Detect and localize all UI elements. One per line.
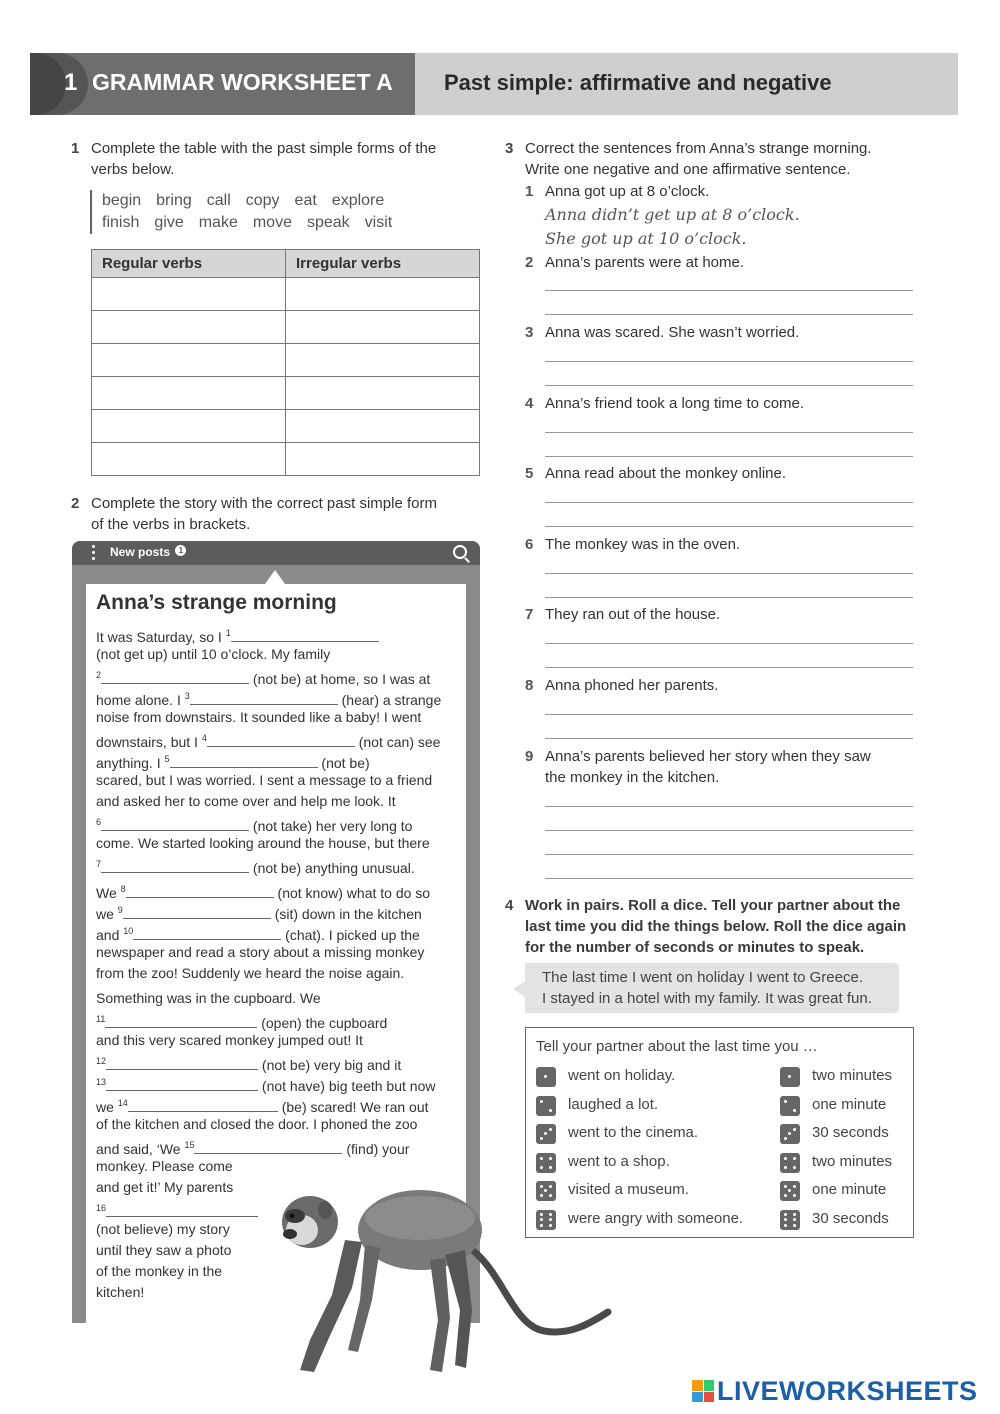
story-title: Anna’s strange morning <box>96 591 337 614</box>
search-icon[interactable] <box>453 545 467 559</box>
story-line: monkey. Please come <box>96 1158 233 1174</box>
verb: begin <box>102 192 142 209</box>
answer-cell[interactable] <box>286 278 480 311</box>
answer-cell[interactable] <box>286 344 480 377</box>
gap-5[interactable] <box>170 754 318 768</box>
answer-cell[interactable] <box>286 311 480 344</box>
ex4-number: 4 <box>505 897 514 914</box>
answer-line[interactable] <box>545 878 913 879</box>
gap-8[interactable] <box>126 884 274 898</box>
dice-icon <box>536 1124 556 1144</box>
story-line: It was Saturday, so I $^1$ <box>96 623 461 644</box>
story-line: $^7$ (not be) anything unusual. <box>96 859 415 876</box>
answer-line[interactable] <box>545 361 913 362</box>
story-line: home alone. I $^3$ (hear) a strange <box>96 691 442 708</box>
story-line: $^{13}$ (not have) big teeth but now <box>96 1077 436 1094</box>
liveworksheets-logo[interactable] <box>692 1376 978 1406</box>
ex2-instructions <box>91 493 437 535</box>
answer-cell[interactable] <box>92 344 286 377</box>
worksheet-label: GRAMMAR WORKSHEET A <box>92 69 393 95</box>
answer-line[interactable] <box>545 830 913 831</box>
story-line: (not get up) until 10 o’clock. My family <box>96 646 331 662</box>
ex3-line1: Correct the sentences from Anna’s strange morning. <box>525 140 872 157</box>
dice-icon <box>536 1096 556 1116</box>
story-line: scared, but I was worried. I sent a message to a friend <box>96 772 433 788</box>
dice-row-4: went to a shop. two minutes <box>536 1152 904 1174</box>
dice-row-3: went to the cinema. 30 seconds <box>536 1123 904 1145</box>
story-line: we $^9$ (sit) down in the kitchen <box>96 905 422 922</box>
ex2-number: 2 <box>71 495 80 512</box>
verb: call <box>206 192 231 209</box>
table-row <box>92 377 480 410</box>
gap-13[interactable] <box>106 1077 258 1091</box>
answer-cell[interactable] <box>92 311 286 344</box>
dice-row-1: went on holiday. two minutes <box>536 1066 904 1088</box>
answer-line[interactable] <box>545 432 913 433</box>
answer-cell[interactable] <box>92 278 286 311</box>
ex4-line1: Work in pairs. Roll a dice. Tell your partner about the <box>525 897 901 914</box>
answer-line[interactable] <box>545 314 913 315</box>
story-line: and get it!’ My parents <box>96 1179 234 1195</box>
story-line: downstairs, but I $^4$ (not can) see <box>96 733 441 750</box>
table-row <box>92 410 480 443</box>
answer-cell[interactable] <box>286 410 480 443</box>
gap-9[interactable] <box>123 905 271 919</box>
example-answer-affirmative: She got up at 10 o’clock. <box>545 229 747 248</box>
table-row <box>92 443 480 476</box>
answer-line[interactable] <box>545 806 913 807</box>
story-line: $^6$ (not take) her very long to <box>96 817 413 834</box>
logo-text: LIVEWORKSHEETS <box>717 1375 978 1406</box>
ex2-line1: Complete the story with the correct past simple form <box>91 495 437 512</box>
answer-line[interactable] <box>545 290 913 291</box>
answer-line[interactable] <box>545 714 913 715</box>
verb: finish <box>102 214 140 231</box>
dice-row-5: visited a museum. one minute <box>536 1180 904 1202</box>
answer-line[interactable] <box>545 667 913 668</box>
dice-row-2: laughed a lot. one minute <box>536 1095 904 1117</box>
gap-4[interactable] <box>207 733 355 747</box>
answer-cell[interactable] <box>92 377 286 410</box>
dice-activity-box <box>525 1027 914 1238</box>
story-line: of the monkey in the <box>96 1263 223 1279</box>
ex1-instructions <box>91 138 436 180</box>
bubble-line-2: I stayed in a hotel with my family. It was great fun. <box>542 990 872 1007</box>
verb: move <box>252 214 292 231</box>
ex1-number: 1 <box>71 140 80 157</box>
answer-line[interactable] <box>545 573 913 574</box>
col-irregular-verbs: Irregular verbs <box>286 250 480 278</box>
answer-line[interactable] <box>545 456 913 457</box>
story-line: $^2$ (not be) at home, so I was at <box>96 670 431 687</box>
story-line: and said, ‘We $^{15}$ (find) your <box>96 1140 410 1157</box>
unit-number: 1 <box>64 69 78 96</box>
story-line: newspaper and read a story about a missing monkey <box>96 944 425 960</box>
verb: eat <box>294 192 317 209</box>
gap-16[interactable] <box>106 1203 258 1217</box>
new-posts-text: New posts <box>110 545 171 559</box>
verb: visit <box>364 214 393 231</box>
story-line: of the kitchen and closed the door. I phoned the zoo <box>96 1116 418 1132</box>
gap-12[interactable] <box>106 1056 258 1070</box>
story-line: (not believe) my story <box>96 1221 230 1237</box>
bubble-line-1: The last time I went on holiday I went to Greece. <box>542 969 863 986</box>
post-notch <box>265 570 285 584</box>
panel-top-bar <box>72 541 480 565</box>
new-posts-label[interactable] <box>110 545 186 559</box>
ex4-line3: for the number of seconds or minutes to speak. <box>525 939 865 956</box>
box-heading: Tell your partner about the last time you … <box>536 1038 818 1055</box>
table-row <box>92 344 480 377</box>
ex3-instructions <box>525 138 872 180</box>
story-line: 16 <box>96 1198 461 1219</box>
gap-3[interactable] <box>190 691 338 705</box>
speech-bubble <box>525 963 899 1013</box>
verb-row-2 <box>102 212 392 234</box>
answer-line[interactable] <box>545 597 913 598</box>
verb: speak <box>306 214 350 231</box>
verbs-table <box>91 249 480 476</box>
answer-line[interactable] <box>545 738 913 739</box>
answer-line[interactable] <box>545 854 913 855</box>
gap-11[interactable] <box>105 1014 257 1028</box>
dice-icon <box>780 1124 800 1144</box>
answer-line[interactable] <box>545 385 913 386</box>
story-line: Something was in the cupboard. We <box>96 990 321 1006</box>
story-line: $^{11}$ (open) the cupboard <box>96 1014 388 1031</box>
dice-icon <box>780 1067 800 1087</box>
verb: bring <box>156 192 192 209</box>
dice-icon <box>536 1067 556 1087</box>
answer-cell[interactable] <box>286 377 480 410</box>
dice-icon <box>780 1096 800 1116</box>
menu-dots-icon[interactable] <box>92 545 96 561</box>
ex2-line2: of the verbs in brackets. <box>91 516 251 533</box>
dice-icon <box>536 1210 556 1230</box>
story-line: from the zoo! Suddenly we heard the noise again. <box>96 965 405 981</box>
story-line: and $^{10}$ (chat). I picked up the <box>96 926 420 943</box>
page-title: Past simple: affirmative and negative <box>444 70 832 95</box>
story-line: We $^8$ (not know) what to do so <box>96 884 431 901</box>
dice-icon <box>536 1153 556 1173</box>
dice-row-6: were angry with someone. 30 seconds <box>536 1209 904 1231</box>
answer-line[interactable] <box>545 502 913 503</box>
story-line: and this very scared monkey jumped out! It <box>96 1032 363 1048</box>
gap-10[interactable] <box>133 926 281 940</box>
ex4-line2: last time you did the things below. Roll the dice again <box>525 918 907 935</box>
story-line: anything. I $^5$ (not be) <box>96 754 370 771</box>
dice-icon <box>780 1153 800 1173</box>
ex1-line2: verbs below. <box>91 161 175 178</box>
gap-2[interactable] <box>101 670 249 684</box>
ex4-instructions <box>525 895 906 958</box>
answer-cell[interactable] <box>92 443 286 476</box>
verb: copy <box>245 192 280 209</box>
ex3-number: 3 <box>505 140 514 157</box>
answer-cell[interactable] <box>286 443 480 476</box>
story-line: noise from downstairs. It sounded like a baby! I went <box>96 709 422 725</box>
verb: explore <box>331 192 385 209</box>
gap-14[interactable] <box>128 1098 278 1112</box>
notification-badge: 1 <box>175 545 186 556</box>
verb: make <box>198 214 238 231</box>
dice-icon <box>780 1210 800 1230</box>
table-row <box>92 278 480 311</box>
liveworksheets-logo-icon <box>692 1380 714 1402</box>
story-line: kitchen! <box>96 1284 145 1300</box>
worksheet-header <box>30 53 958 115</box>
story-line: come. We started looking around the house, but there <box>96 835 430 851</box>
ex1-line1: Complete the table with the past simple forms of the <box>91 140 437 157</box>
gap-7[interactable] <box>101 859 249 873</box>
dice-icon <box>536 1181 556 1201</box>
verb-row-1 <box>102 190 392 212</box>
story-line: until they saw a photo <box>96 1242 232 1258</box>
ex3-line2: Write one negative and one affirmative sentence. <box>525 161 851 178</box>
verb-box <box>90 190 392 234</box>
story-line: we $^{14}$ (be) scared! We ran out <box>96 1098 429 1115</box>
col-regular-verbs: Regular verbs <box>92 250 286 278</box>
dice-icon <box>780 1181 800 1201</box>
gap-6[interactable] <box>101 817 249 831</box>
story-line: and asked her to come over and help me look. It <box>96 793 396 809</box>
gap-15[interactable] <box>194 1140 342 1154</box>
answer-cell[interactable] <box>92 410 286 443</box>
verb: give <box>154 214 184 231</box>
story-line: $^{12}$ (not be) very big and it <box>96 1056 402 1073</box>
example-answer-negative: Anna didn’t get up at 8 o’clock. <box>545 205 800 224</box>
gap-1[interactable] <box>231 628 379 642</box>
answer-line[interactable] <box>545 643 913 644</box>
table-row <box>92 311 480 344</box>
answer-line[interactable] <box>545 526 913 527</box>
